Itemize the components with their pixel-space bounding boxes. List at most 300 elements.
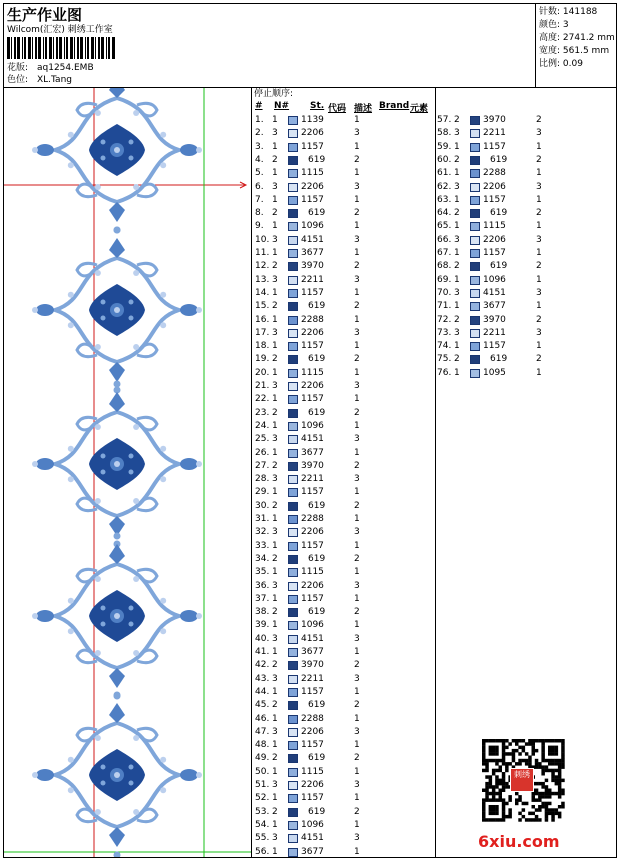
stop-row [437, 314, 612, 327]
color-swatch [470, 302, 480, 311]
qr-module [558, 779, 562, 783]
motif-center-dot [114, 307, 120, 313]
stop-needle: 3 [272, 580, 278, 591]
qr-module [508, 815, 512, 819]
stop-description: 1 [536, 367, 542, 378]
qr-module [561, 752, 565, 756]
qr-module [541, 802, 545, 806]
qr-module [548, 759, 552, 763]
qr-module [495, 798, 499, 802]
qr-module [508, 812, 512, 816]
stop-number: 23. [255, 407, 270, 418]
stop-code: 1096 [301, 420, 324, 431]
stat-label-colors: 颜色: [539, 20, 561, 30]
qr-module [482, 749, 486, 753]
motif-dot [160, 446, 166, 452]
qr-module [495, 746, 499, 750]
qr-module [522, 815, 526, 819]
stop-code: 619 [490, 154, 508, 165]
qr-module [555, 792, 559, 796]
stop-needle: 2 [272, 261, 278, 272]
stop-number: 59. [437, 141, 452, 152]
qr-module [551, 779, 555, 783]
qr-module [495, 782, 499, 786]
qr-module [508, 798, 512, 802]
stop-description: 2 [354, 500, 360, 511]
qr-module [541, 749, 545, 753]
color-swatch [470, 329, 480, 338]
stop-needle: 3 [272, 327, 278, 338]
color-swatch [288, 808, 298, 817]
stop-row [255, 380, 430, 393]
qr-module [548, 769, 552, 773]
stop-row [437, 287, 612, 300]
qr-module [482, 808, 486, 812]
stop-number: 20. [255, 367, 270, 378]
stop-code: 619 [490, 354, 508, 365]
stop-needle: 2 [272, 660, 278, 671]
stop-code: 1157 [301, 394, 324, 405]
stat-value-colors: 3 [562, 20, 569, 30]
stop-description: 3 [354, 780, 360, 790]
color-swatch [470, 196, 480, 205]
stop-needle: 3 [454, 234, 460, 245]
barcode-bar [91, 37, 94, 59]
stop-code: 1115 [301, 168, 324, 179]
qr-module [492, 749, 496, 753]
qr-module [485, 769, 489, 773]
stop-number: 7. [255, 194, 264, 205]
stop-code: 1157 [301, 793, 324, 804]
barcode-bar [28, 37, 31, 59]
stop-number: 11. [255, 248, 270, 258]
stop-description: 3 [354, 474, 360, 485]
motif-petal-dot [101, 316, 106, 321]
stop-description: 1 [354, 487, 360, 498]
stop-row [255, 606, 430, 619]
barcode-bar [101, 37, 104, 59]
qr-module [499, 798, 503, 802]
qr-module [561, 749, 565, 753]
color-swatch [288, 183, 298, 192]
qr-module [489, 805, 493, 809]
color-swatch [288, 435, 298, 444]
stop-row [255, 752, 430, 765]
qr-module [561, 759, 565, 763]
stop-description: 3 [354, 833, 360, 844]
stop-row [437, 127, 612, 140]
motif-bottom-bud [109, 362, 125, 382]
color-swatch [470, 209, 480, 218]
color-swatch [288, 595, 298, 604]
qr-module [545, 759, 549, 763]
stop-needle: 1 [272, 314, 278, 325]
stop-description: 1 [354, 540, 360, 551]
motif-side-leaf [180, 304, 198, 316]
qr-module [555, 779, 559, 783]
stop-row [437, 114, 612, 127]
stop-number: 47. [255, 726, 270, 737]
color-swatch [470, 289, 480, 298]
stop-needle: 1 [272, 514, 278, 524]
stop-row [437, 274, 612, 287]
qr-module [492, 789, 496, 793]
qr-module [495, 812, 499, 816]
stop-code: 1157 [301, 686, 324, 697]
stop-number: 10. [255, 234, 270, 245]
qr-module [512, 759, 516, 763]
stop-description: 2 [536, 314, 542, 325]
qr-module [495, 769, 499, 773]
stop-row [255, 832, 430, 845]
stop-number: 24. [255, 420, 270, 431]
motif-petal-dot [101, 781, 106, 786]
stop-row [255, 420, 430, 433]
qr-module [499, 782, 503, 786]
qr-module [555, 782, 559, 786]
stop-description: 1 [354, 314, 360, 325]
motif-petal-dot [129, 140, 134, 145]
motif-dot [160, 757, 166, 763]
stop-number: 50. [255, 766, 270, 777]
stop-number: 29. [255, 487, 270, 498]
motif-dot [68, 757, 74, 763]
qr-module [561, 805, 565, 809]
qr-module [545, 739, 549, 743]
color-swatch [470, 236, 480, 245]
motif-side-leaf [180, 144, 198, 156]
stop-code: 2206 [301, 527, 324, 538]
motif-dot [160, 628, 166, 634]
motif-dot [114, 227, 121, 234]
stop-code: 3677 [301, 647, 324, 657]
color-swatch [288, 621, 298, 630]
stop-row [255, 260, 430, 273]
qr-module [551, 772, 555, 776]
qr-module [512, 756, 516, 760]
qr-module [518, 812, 522, 816]
stop-needle: 1 [272, 367, 278, 378]
barcode-bar [56, 37, 58, 59]
stop-number: 65. [437, 221, 452, 232]
motif-top-bud [109, 238, 125, 258]
stop-number: 6. [255, 181, 264, 192]
qr-module [522, 749, 526, 753]
qr-module [489, 798, 493, 802]
stop-code: 2206 [301, 780, 324, 790]
qr-module [502, 742, 506, 746]
qr-module [558, 805, 562, 809]
stop-needle: 2 [454, 314, 460, 325]
qr-module [512, 739, 516, 743]
qr-module [489, 818, 493, 822]
stop-row [437, 234, 612, 247]
stop-needle: 2 [454, 115, 460, 125]
color-swatch [288, 635, 298, 644]
design-value: aq1254.EMB [37, 63, 94, 73]
qr-module [545, 795, 549, 799]
qr-module [545, 805, 549, 809]
motif-dot [68, 162, 74, 168]
barcode-bar [108, 37, 110, 59]
qr-module [551, 746, 555, 750]
qr-module [502, 805, 506, 809]
stop-description: 3 [354, 633, 360, 644]
stop-code: 1096 [301, 221, 324, 232]
color-swatch [288, 768, 298, 777]
motif-dot [95, 498, 101, 504]
stop-number: 22. [255, 394, 270, 405]
qr-module [492, 795, 496, 799]
stop-row [255, 274, 430, 287]
stop-number: 60. [437, 154, 452, 165]
qr-module [541, 782, 545, 786]
qr-module [492, 812, 496, 816]
stop-row [255, 633, 430, 646]
qr-module [499, 789, 503, 793]
qr-module [551, 792, 555, 796]
motif-dot [68, 598, 74, 604]
qr-module [545, 808, 549, 812]
motif-dot [32, 147, 38, 153]
motif-dot [114, 381, 121, 388]
stop-description: 1 [536, 168, 542, 179]
stop-row [255, 540, 430, 553]
stop-row [255, 566, 430, 579]
stop-code: 1157 [483, 194, 506, 205]
qr-module [535, 818, 539, 822]
qr-module [518, 795, 522, 799]
qr-module [558, 785, 562, 789]
qr-module [489, 808, 493, 812]
color-swatch [470, 183, 480, 192]
stop-needle: 1 [454, 221, 460, 232]
qr-module [561, 789, 565, 793]
motif-top-bud [109, 703, 125, 723]
stop-number: 35. [255, 567, 270, 578]
stop-number: 8. [255, 208, 264, 219]
motif-petal-dot [101, 470, 106, 475]
stop-code: 2206 [483, 234, 506, 245]
stop-row [255, 659, 430, 672]
stop-code: 619 [308, 607, 326, 618]
stop-number: 34. [255, 553, 270, 564]
color-swatch [288, 515, 298, 524]
stop-row [437, 207, 612, 220]
qr-module [505, 769, 509, 773]
stop-description: 1 [536, 341, 542, 352]
qr-module [502, 759, 506, 763]
motif-dot [32, 613, 38, 619]
stop-code: 3970 [301, 460, 324, 471]
color-swatch [288, 302, 298, 311]
qr-module [551, 808, 555, 812]
color-swatch [288, 289, 298, 298]
color-swatch [288, 834, 298, 843]
stop-code: 619 [308, 208, 326, 219]
stop-code: 2211 [301, 673, 324, 684]
stop-description: 2 [354, 208, 360, 219]
qr-module [485, 795, 489, 799]
qr-module [535, 762, 539, 766]
qr-module [492, 746, 496, 750]
color-swatch [288, 701, 298, 710]
qr-module [532, 746, 536, 750]
qr-module [482, 818, 486, 822]
stop-code: 1115 [301, 367, 324, 378]
stop-row [255, 673, 430, 686]
qr-module [525, 742, 529, 746]
stop-needle: 3 [272, 181, 278, 192]
qr-module [502, 818, 506, 822]
qr-module [495, 818, 499, 822]
qr-module [538, 782, 542, 786]
qr-module [502, 798, 506, 802]
qr-module [518, 759, 522, 763]
qr-module [548, 739, 552, 743]
qr-module [492, 798, 496, 802]
qr-module [495, 785, 499, 789]
qr-module [522, 808, 526, 812]
stop-description: 2 [354, 354, 360, 365]
color-swatch [288, 222, 298, 231]
stop-code: 4151 [301, 833, 324, 844]
motif-top-bud [109, 392, 125, 412]
stop-number: 25. [255, 434, 270, 445]
motif-side-leaf [36, 304, 54, 316]
stop-code: 1157 [301, 287, 324, 298]
qr-module [528, 759, 532, 763]
stop-row [255, 646, 430, 659]
color-swatch [288, 355, 298, 364]
qr-module [551, 775, 555, 779]
qr-module [485, 759, 489, 763]
color-swatch [470, 369, 480, 378]
stat-label-width: 宽度: [539, 46, 561, 56]
stop-code: 619 [490, 208, 508, 219]
qr-module [561, 746, 565, 750]
stop-code: 3677 [483, 301, 506, 312]
qr-module [485, 782, 489, 786]
qr-module [499, 795, 503, 799]
qr-module [558, 795, 562, 799]
qr-module [535, 789, 539, 793]
stop-needle: 2 [272, 700, 278, 711]
stop-code: 2206 [301, 181, 324, 192]
color-swatch [470, 116, 480, 125]
motif-top-bud [109, 88, 125, 98]
stop-needle: 1 [272, 394, 278, 405]
stop-description: 3 [354, 234, 360, 245]
stop-row [437, 300, 612, 313]
qr-module [485, 775, 489, 779]
subtitle: Wilcom(汇宏) 刺绣工作室 [7, 25, 113, 35]
stop-number: 28. [255, 474, 270, 485]
qr-module [548, 802, 552, 806]
stop-number: 2. [255, 128, 264, 139]
qr-module [508, 752, 512, 756]
motif-bottom-bud [109, 668, 125, 688]
motif-dot [196, 147, 202, 153]
stop-needle: 3 [272, 274, 278, 285]
stop-row [437, 220, 612, 233]
qr-module [535, 739, 539, 743]
stop-description: 2 [354, 301, 360, 312]
motif-center-dot [114, 461, 120, 467]
stop-number: 64. [437, 208, 452, 219]
qr-module [545, 812, 549, 816]
qr-module [508, 742, 512, 746]
stop-number: 69. [437, 274, 452, 285]
stop-description: 3 [354, 434, 360, 445]
stop-needle: 2 [272, 553, 278, 564]
qr-module [545, 815, 549, 819]
qr-module [561, 802, 565, 806]
qr-module [532, 742, 536, 746]
stop-description: 1 [354, 248, 360, 258]
color-swatch [288, 475, 298, 484]
motif-dot [68, 322, 74, 328]
qr-module [558, 759, 562, 763]
stop-description: 2 [354, 460, 360, 471]
qr-module [482, 769, 486, 773]
stop-number: 1. [255, 115, 264, 125]
stop-needle: 1 [272, 194, 278, 205]
qr-module [558, 815, 562, 819]
stat-value-height: 2741.2 mm [562, 33, 615, 43]
motif-dot [95, 270, 101, 276]
qr-module [532, 792, 536, 796]
stop-number: 32. [255, 527, 270, 538]
qr-module [495, 808, 499, 812]
stop-description: 2 [354, 806, 360, 817]
stop-description: 2 [536, 261, 542, 272]
color-swatch [470, 222, 480, 231]
qr-module [495, 792, 499, 796]
stop-needle: 1 [272, 248, 278, 258]
stop-description: 1 [354, 287, 360, 298]
qr-module [492, 772, 496, 776]
motif-petal-dot [101, 606, 106, 611]
stop-description: 1 [354, 593, 360, 604]
stop-number: 15. [255, 301, 270, 312]
qr-module [515, 792, 519, 796]
qr-module [482, 789, 486, 793]
stop-number: 48. [255, 740, 270, 751]
stop-description: 2 [354, 700, 360, 711]
qr-module [548, 749, 552, 753]
qr-module [535, 798, 539, 802]
color-swatch [288, 196, 298, 205]
qr-module [541, 785, 545, 789]
qr-module [541, 752, 545, 756]
qr-module [485, 798, 489, 802]
qr-module [502, 815, 506, 819]
qr-module [502, 812, 506, 816]
stop-row [255, 447, 430, 460]
stop-description: 1 [536, 301, 542, 312]
color-swatch [288, 608, 298, 617]
color-swatch [470, 169, 480, 178]
stop-needle: 1 [454, 367, 460, 378]
qr-module [535, 815, 539, 819]
qr-module [528, 742, 532, 746]
stop-number: 55. [255, 833, 270, 844]
stat-label-stitches: 针数: [539, 7, 561, 17]
stop-row [255, 314, 430, 327]
watermark: 6xiu.com [478, 832, 560, 851]
motif-dot [196, 461, 202, 467]
